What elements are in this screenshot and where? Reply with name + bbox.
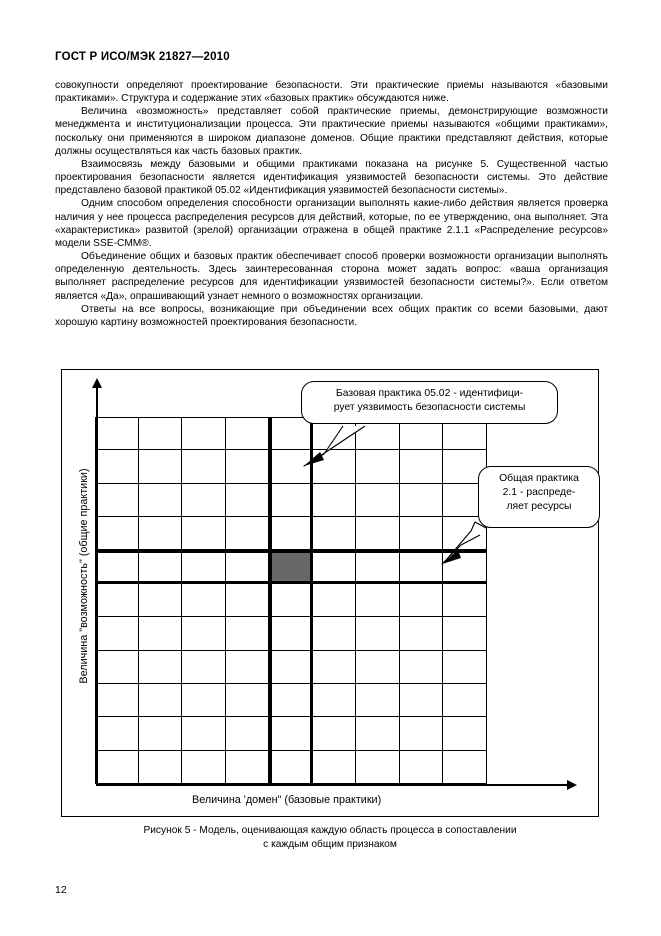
body-text-block <box>55 79 608 329</box>
paragraph-4: Одним способом определения способности организации выполнять какие-либо действия является проверка наличия у нее процесса распределения ресурсов для действий, которые, по ее утверждению, она выполняет. Эта «характеристика» развитой (зрелой) организации отражена в общей практике 2.1.1 «Распределение ресурсов» модели SSE-CMM®. <box>55 198 608 249</box>
paragraph-1: совокупности определяют проектирование безопасности. Эти практические приемы называются «базовыми практиками». Структура и содержание этих «базовых практик» обсуждаются ниже. <box>55 80 608 105</box>
figure-caption-line2: с каждым общим признаком <box>263 839 397 850</box>
callout-general-practice <box>478 466 600 528</box>
figure-caption <box>61 824 599 852</box>
callout-base-practice-line1: Базовая практика 05.02 - идентифици- <box>335 388 524 399</box>
callout-base-practice <box>301 381 558 424</box>
page-number: 12 <box>55 884 67 896</box>
document-standard-header: ГОСТ Р ИСО/МЭК 21827—2010 <box>55 51 230 63</box>
paragraph-2: Величина «возможность» представляет собой практические приемы, демонстрирующие возможности менеджмента и институционализации процесса. Эти практические приемы называются «общими практиками», поскольку они применяются в широком диапазоне доменов. Общие практики представляют действия, которые должны осуществляться как часть базовых практик. <box>55 106 608 157</box>
x-axis-title: Величина 'домен" (базовые практики) <box>192 794 382 806</box>
paragraph-6: Ответы на все вопросы, возникающие при объединении всех общих практик со всеми базовыми, дают хорошую картину возможностей проектирования безопасности. <box>55 303 608 328</box>
paragraph-3: Взаимосвязь между базовыми и общими практиками показана на рисунке 5. Существенной частью проектирования безопасности является идентификация уязвимостей безопасности системы. Это действие представлено базовой практикой 05.02 «Идентификация уязвимостей безопасности системы». <box>55 158 608 197</box>
callout-connector-lines <box>62 370 600 818</box>
callout-general-practice-line2: 2.1 - распреде- <box>502 487 576 498</box>
figure-5-frame <box>61 369 599 817</box>
paragraph-5: Объединение общих и базовых практик обеспечивает способ проверки возможности организации выполнять определенную деятельность. Здесь заинтересованная сторона может задать вопрос: «ваша организация выполняет распределение ресурсов для идентификации уязвимостей безопасности системы?». Если ответом является «Да», опрашивающий узнает немного о возможностях организации. <box>55 251 608 302</box>
callout-general-practice-line3: ляет ресурсы <box>506 501 572 512</box>
y-axis-title: Величина "возможность" (общие практики) <box>78 468 90 684</box>
callout-general-practice-line1: Общая практика <box>499 473 579 484</box>
callout-base-practice-line2: рует уязвимость безопасности системы <box>333 402 526 413</box>
figure-caption-line1: Рисунок 5 - Модель, оценивающая каждую область процесса в сопоставлении <box>143 825 517 836</box>
